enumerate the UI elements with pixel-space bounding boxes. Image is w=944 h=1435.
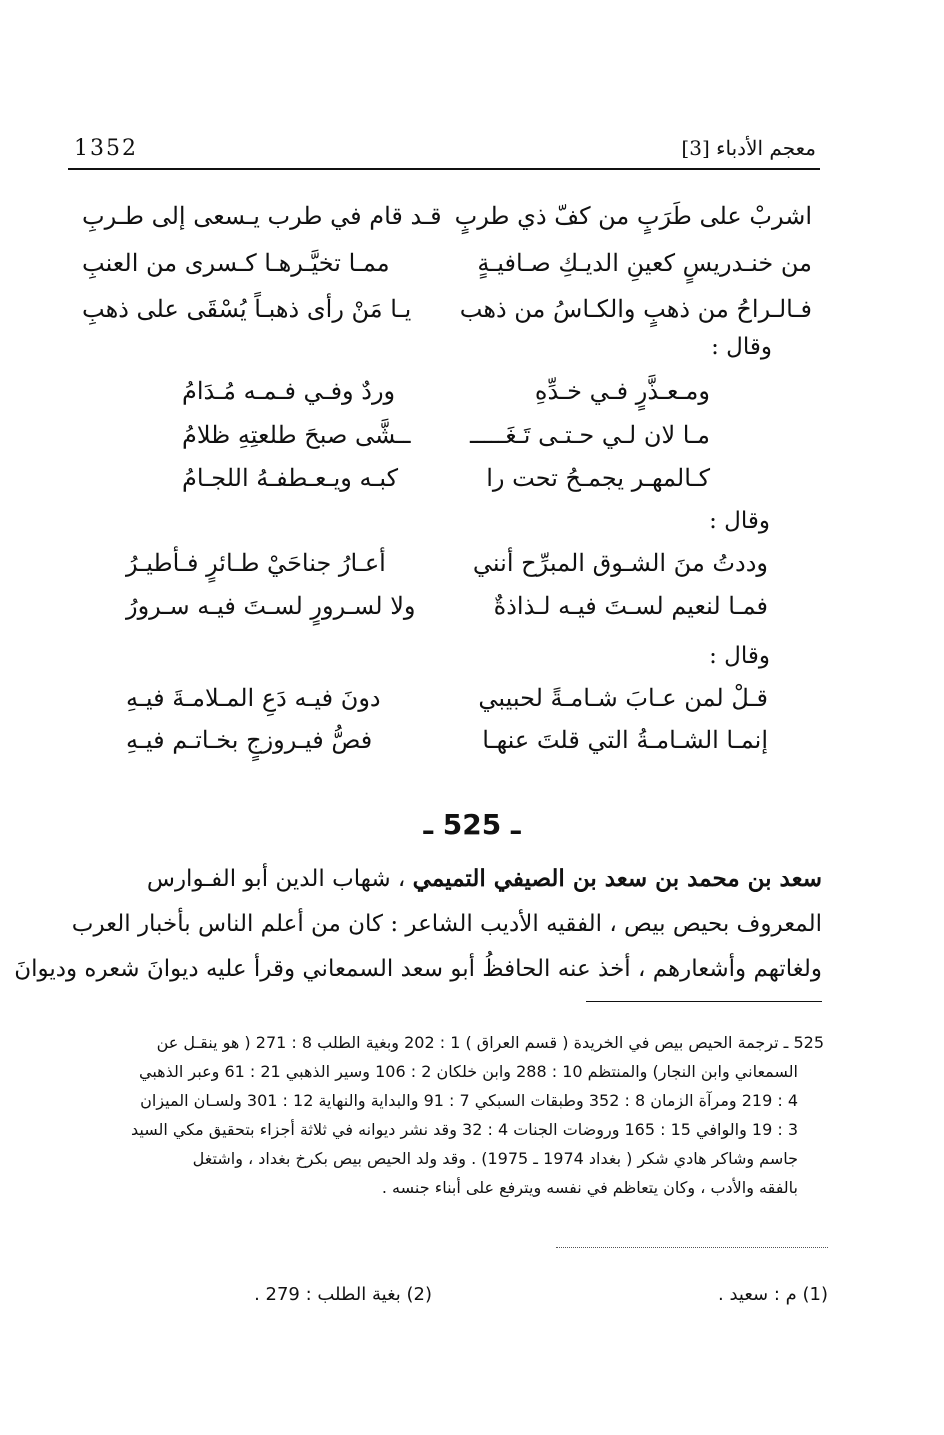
entry-line: المعروف بحيص بيص ، الفقيه الأديب الشاعر : كان من أعلم الناس بأخبار العرب	[71, 911, 822, 937]
verse-line	[82, 202, 812, 244]
footnote-line: السمعاني وابن النجار) والمنتظم 10 : 288 وابن خلكان 2 : 106 وسير الذهبي 21 : 61 وعبر الذهبي	[139, 1062, 798, 1081]
page-header	[68, 128, 820, 170]
verse-first-hemistich: كـالمهـر يجمـحُ تحت را	[486, 464, 710, 492]
verse-line	[182, 377, 710, 419]
verse-second-hemistich: قـد قام في طرب يـسعى إلى طـربِ	[82, 202, 442, 230]
verse-first-hemistich: فمـا لنعيم لسـتَ فيـه لـذاذةٌ	[493, 592, 768, 620]
verse-second-hemistich: أعـارُ جناحَيْ طـائرٍ فـأطيـرُ	[126, 549, 386, 577]
verse-intro: وقال :	[709, 643, 770, 669]
notes-rule	[556, 1247, 828, 1248]
verse-line	[182, 464, 710, 506]
verse-first-hemistich: إنمـا الشـامـةُ التي قلتَ عنهـا	[482, 726, 768, 754]
verse-intro: وقال :	[709, 508, 770, 534]
verse-second-hemistich: ــشَّى صبحَ طلعتِهِ ظلامُ	[182, 421, 411, 449]
footnote-line: 4 : 219 ومرآة الزمان 8 : 352 وطبقات السبكي 7 : 91 والبداية والنهاية 12 : 301 ولسـان الميزان	[140, 1091, 798, 1110]
footnote-line: 3 : 19 والوافي 15 : 165 وروضات الجنات 4 : 32 وقد نشر ديوانه في ثلاثة أجزاء بتحقيق مكي السيد	[131, 1120, 798, 1139]
entry-text	[14, 856, 822, 992]
verse-first-hemistich: ومـعـذَّرٍ فـي خـدِّهِ	[534, 377, 710, 405]
footnote-line: بالفقه والأدب ، وكان يتعاظم في نفسه ويترفع على أبناء جنسه .	[381, 1178, 798, 1197]
verse-second-hemistich: وردٌ وفـي فـمـه مُـدَامُ	[182, 377, 396, 405]
footnote-rule	[586, 1001, 822, 1002]
entry-line	[72, 856, 822, 902]
entry-line-rest: ، شهاب الدين أبو الفـوارس	[146, 866, 413, 892]
verse-second-hemistich: ممـا تخيَّـرهـا كـسرى من العنبِ	[82, 249, 390, 277]
verse-first-hemistich: اشربْ على طَرَبٍ من كفّ ذي طربٍ	[454, 202, 812, 230]
verse-line	[126, 549, 768, 591]
verse-first-hemistich: وددتُ منَ الشـوق المبرِّح أنني	[472, 549, 768, 577]
note-2: (2) بغية الطلب : 279 .	[254, 1284, 432, 1305]
verse-second-hemistich: ولا لسـرورٍ لسـتَ فيـه سـرورُ	[126, 592, 416, 620]
footnote-line: 525 ـ ترجمة الحيص بيص في الخريدة ( قسم العراق ) 1 : 202 وبغية الطلب 8 : 271 ( هو ينقـل عن	[156, 1033, 824, 1052]
verse-line	[126, 726, 768, 768]
verse-first-hemistich: من خنـدريسٍ كعينِ الديـكِ صـافيـةٍ	[477, 249, 812, 277]
entry-lead-name: سعد بن محمد بن سعد بن الصيفي التميمي	[412, 865, 822, 892]
page-number: 1352	[74, 136, 138, 161]
verse-line	[182, 421, 710, 463]
verse-intro: وقال :	[711, 334, 772, 360]
note-1: (1) م : سعيد .	[718, 1284, 828, 1305]
verse-line	[126, 684, 768, 726]
footnote-line: جاسم وشاكر هادي شكر ( بغداد 1974 ـ 1975) . وقد ولد الحيص بيص بكرخ بغداد ، واشتغل	[192, 1149, 798, 1168]
verse-first-hemistich: مـا لان لـي حـتـى تَـغَـــــ	[470, 421, 710, 449]
verse-second-hemistich: يـا مَنْ رأى ذهبـاً يُسْقَى على ذهبِ	[82, 295, 412, 323]
verse-line	[82, 249, 812, 291]
entry-number: ـ 525 ـ	[423, 808, 521, 841]
footnote	[72, 1028, 824, 1202]
verse-first-hemistich: فـالـراحُ من ذهبٍ والكـاسُ من ذهب	[459, 295, 812, 323]
entry-line: ولغاتهم وأشعارهم ، أخذ عنه الحافظُ أبو سعد السمعاني وقرأ عليه ديوانَ شعره وديوانَ	[14, 956, 822, 982]
verse-second-hemistich: دونَ فيـه دَعِ المـلامـةَ فيـهِ	[126, 684, 381, 712]
verse-first-hemistich: قـلْ لمن عـابَ شـامـةً لحبيبي	[478, 684, 768, 712]
verse-second-hemistich: كبـه ويـعـطفـهُ اللجـامُ	[182, 464, 399, 492]
running-title: معجم الأدباء [3]	[681, 136, 816, 160]
verse-line	[126, 592, 768, 634]
verse-line	[82, 295, 812, 337]
verse-second-hemistich: فصُّ فيـروزجٍ بخـاتـم فيـهِ	[126, 726, 373, 754]
